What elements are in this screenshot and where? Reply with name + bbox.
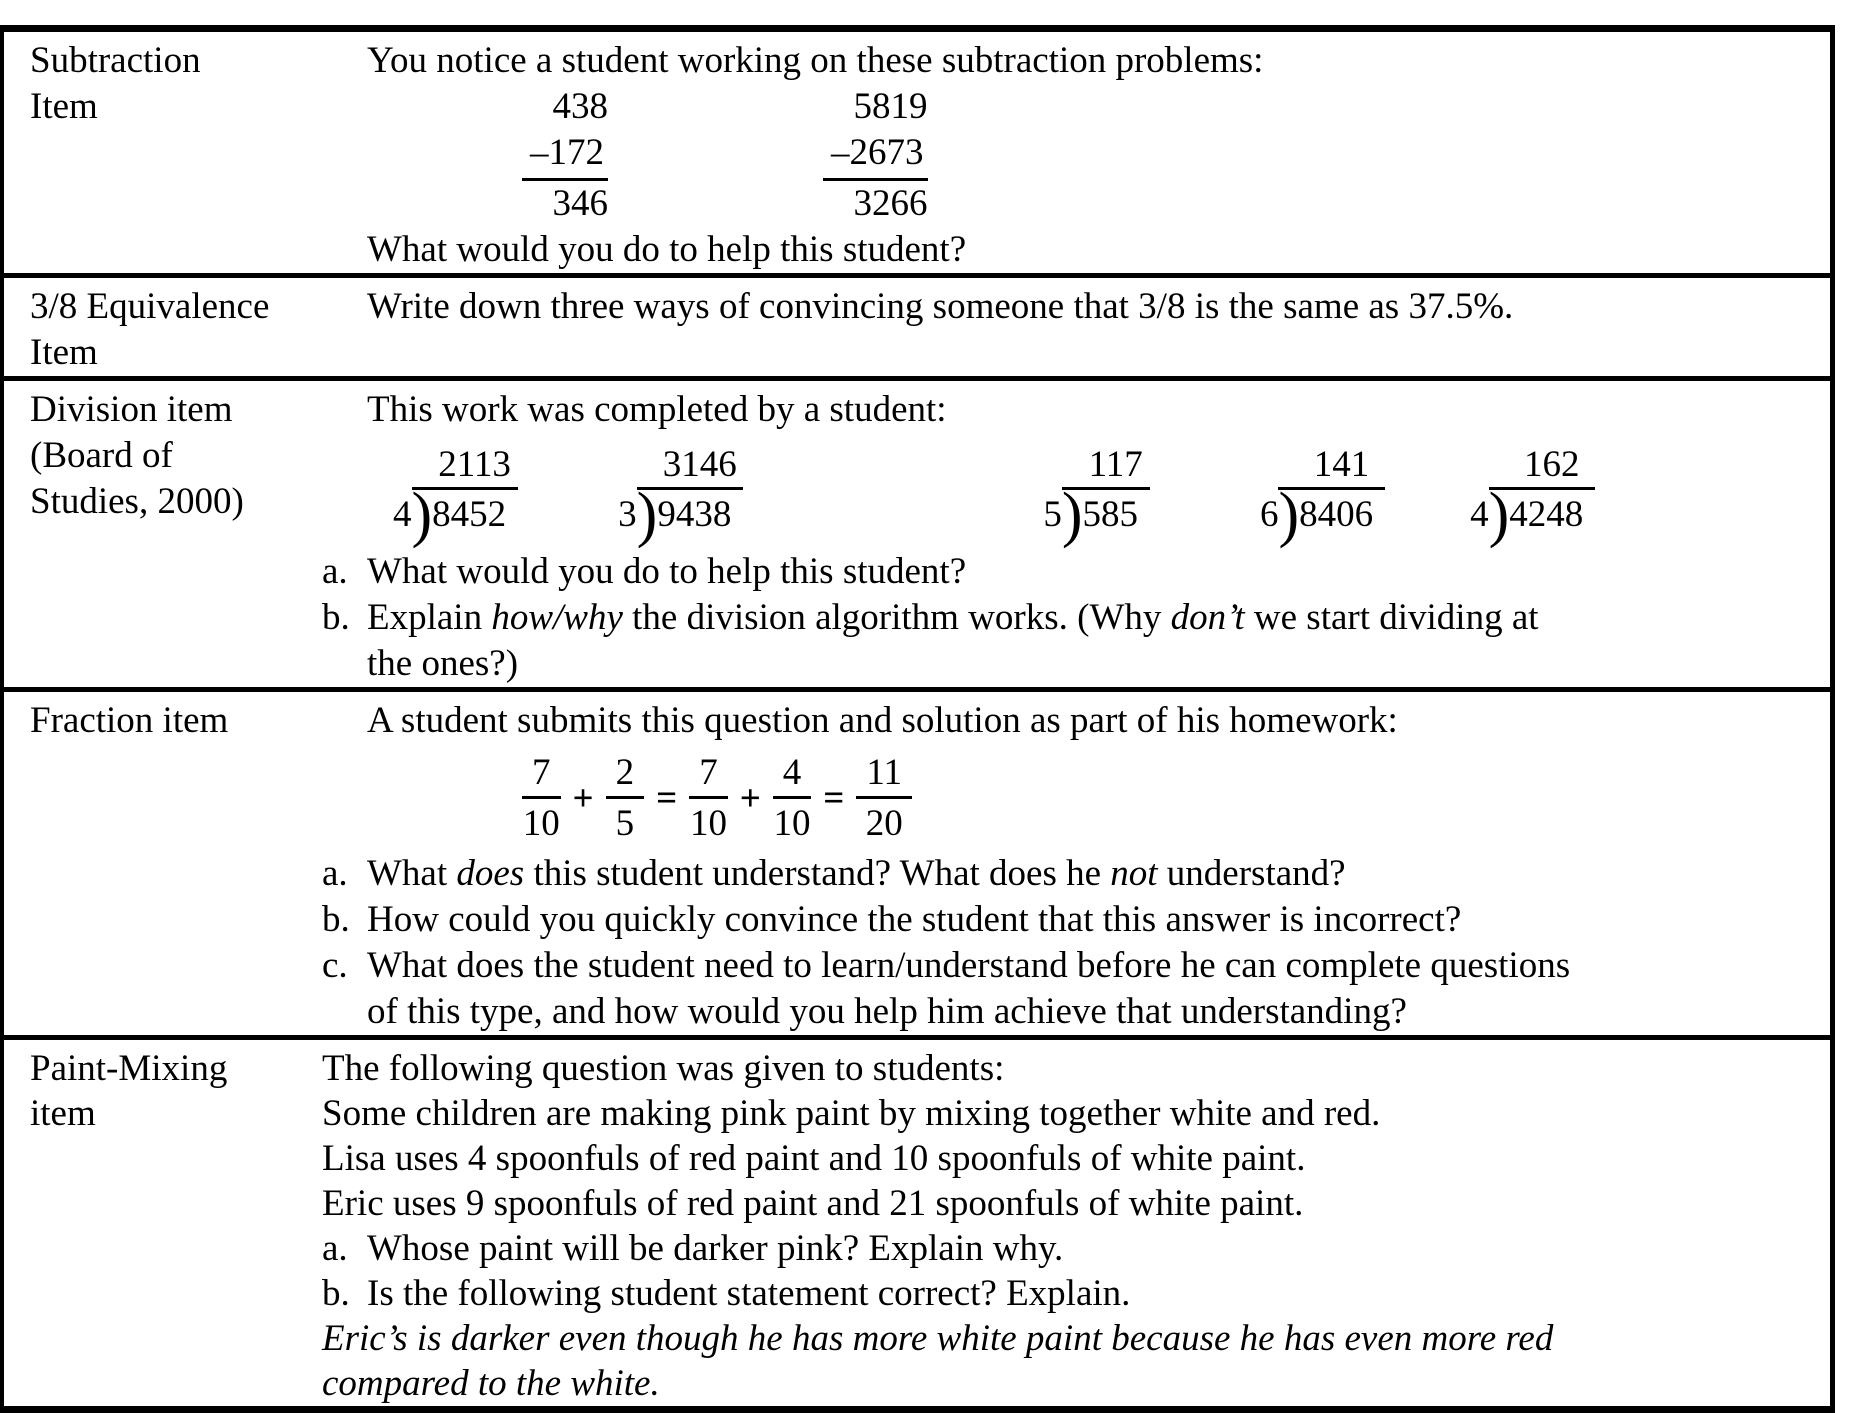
dividend: 8452 xyxy=(432,494,507,535)
divisor: 3 xyxy=(618,494,637,535)
item-label-cell xyxy=(4,692,322,1035)
item-body-text: Some children are making pink paint by mixing together white and red. xyxy=(322,1093,1381,1134)
assessment-items-table xyxy=(0,25,1835,1413)
division-bracket: ) xyxy=(1061,481,1083,549)
question-marker: a. xyxy=(322,551,348,592)
dividend: 9438 xyxy=(657,494,732,535)
item-content-cell xyxy=(322,381,1830,687)
question-text: Explain how/why the division algorithm works. (Why don’t we start dividing at xyxy=(367,597,1539,638)
fraction-numerator: 4 xyxy=(773,750,812,799)
question-text: How could you quickly convince the student that this answer is incorrect? xyxy=(367,899,1462,940)
fraction-numerator: 2 xyxy=(606,750,645,799)
item-label-line: Item xyxy=(30,86,98,127)
question-marker: b. xyxy=(322,1273,350,1314)
question-item-b xyxy=(322,897,1816,943)
question-text: What does this student understand? What does he not understand? xyxy=(367,853,1346,894)
question-item-b xyxy=(322,595,1816,641)
question-text-continuation: the ones?) xyxy=(367,643,519,684)
item-content-cell xyxy=(322,32,1830,273)
fraction xyxy=(689,750,728,847)
long-division-problem xyxy=(1043,443,1150,549)
fraction-denominator: 10 xyxy=(773,803,811,844)
item-outro-text: What would you do to help this student? xyxy=(367,229,967,270)
minuend: 5819 xyxy=(853,86,928,127)
item-intro-text: You notice a student working on these subtraction problems: xyxy=(367,40,1264,81)
quotient: 3146 xyxy=(662,444,737,485)
difference: 3266 xyxy=(853,183,928,224)
item-label-cell xyxy=(4,32,322,273)
student-statement-line: Eric’s is darker even though he has more white paint because he has even more red xyxy=(322,1318,1554,1359)
question-item-c xyxy=(322,943,1816,989)
fraction-equation xyxy=(522,750,912,847)
fraction-denominator: 10 xyxy=(689,803,727,844)
item-text: Write down three ways of convincing someone that 3/8 is the same as 37.5%. xyxy=(367,286,1514,327)
plus-operator: + xyxy=(739,777,761,819)
question-text: Whose paint will be darker pink? Explain why. xyxy=(367,1228,1064,1269)
question-marker: b. xyxy=(322,597,350,638)
item-content-cell xyxy=(322,692,1830,1035)
item-label-line: Subtraction xyxy=(30,40,201,81)
subtraction-problem xyxy=(823,84,928,227)
fraction xyxy=(856,750,912,847)
dividend: 4248 xyxy=(1509,494,1584,535)
question-item-a xyxy=(322,851,1816,897)
item-content-cell xyxy=(322,1040,1830,1406)
fraction xyxy=(773,750,812,847)
long-division-problem xyxy=(393,443,518,549)
question-text-continuation: of this type, and how would you help him achieve that understanding? xyxy=(367,991,1407,1032)
dividend: 585 xyxy=(1082,494,1138,535)
subtrahend: –172 xyxy=(522,130,608,181)
fraction xyxy=(522,750,561,847)
fraction-denominator: 5 xyxy=(615,803,635,844)
divisor: 6 xyxy=(1259,494,1279,535)
item-label-line: Paint-Mixing xyxy=(30,1048,228,1089)
item-label-line: Division item xyxy=(30,389,233,430)
item-content-cell xyxy=(322,278,1830,376)
long-division-problems xyxy=(393,443,1816,549)
subtraction-problems xyxy=(522,84,1816,227)
fraction-denominator: 20 xyxy=(865,803,903,844)
quotient: 162 xyxy=(1523,444,1580,485)
quotient: 141 xyxy=(1313,444,1370,485)
divisor: 4 xyxy=(1470,494,1489,535)
long-division-problem xyxy=(1470,443,1595,549)
long-division-problem xyxy=(618,443,743,549)
question-marker: c. xyxy=(322,945,348,986)
question-marker: b. xyxy=(322,899,350,940)
fraction-numerator: 11 xyxy=(856,750,912,799)
division-bracket: ) xyxy=(411,481,433,549)
fraction-numerator: 7 xyxy=(522,750,561,799)
item-label-cell xyxy=(4,278,322,376)
question-item-a xyxy=(322,549,1816,595)
table-row-division-item xyxy=(4,381,1830,692)
division-bracket: ) xyxy=(1278,481,1300,549)
item-intro-text: A student submits this question and solution as part of his homework: xyxy=(367,700,1398,741)
minuend: 438 xyxy=(552,86,608,127)
question-marker: a. xyxy=(322,1228,348,1269)
item-label-cell xyxy=(4,381,322,687)
question-text: What does the student need to learn/understand before he can complete questions xyxy=(367,945,1571,986)
student-statement-line: compared to the white. xyxy=(322,1363,660,1404)
plus-operator: + xyxy=(572,777,594,819)
subtrahend: –2673 xyxy=(823,130,928,181)
item-label-line: Fraction item xyxy=(30,700,229,741)
item-label-line: 3/8 Equivalence xyxy=(30,286,270,327)
question-text: Is the following student statement correct? Explain. xyxy=(367,1273,1131,1314)
fraction xyxy=(606,750,645,847)
fraction-numerator: 7 xyxy=(689,750,728,799)
division-bracket: ) xyxy=(636,481,658,549)
question-item-a xyxy=(322,1226,1816,1271)
quotient: 2113 xyxy=(438,444,511,485)
item-label-line: Item xyxy=(30,332,98,373)
table-row-paint-mixing-item xyxy=(4,1040,1830,1406)
table-row-subtraction-item xyxy=(4,32,1830,278)
item-intro-text: The following question was given to students: xyxy=(322,1048,1005,1089)
question-marker: a. xyxy=(322,853,348,894)
item-body-text: Eric uses 9 spoonfuls of red paint and 21 spoonfuls of white paint. xyxy=(322,1183,1304,1224)
item-intro-text: This work was completed by a student: xyxy=(367,389,947,430)
subtraction-problem xyxy=(522,84,608,227)
divisor: 4 xyxy=(393,494,412,535)
table-row-equivalence-item xyxy=(4,278,1830,381)
table-row-fraction-item xyxy=(4,692,1830,1040)
item-body-text: Lisa uses 4 spoonfuls of red paint and 10 spoonfuls of white paint. xyxy=(322,1138,1306,1179)
item-label-line: item xyxy=(30,1093,96,1134)
divisor: 5 xyxy=(1043,494,1062,535)
difference: 346 xyxy=(552,183,608,224)
equals-operator: = xyxy=(823,777,845,819)
item-label-cell xyxy=(4,1040,322,1406)
question-text: What would you do to help this student? xyxy=(367,551,967,592)
quotient: 117 xyxy=(1088,444,1143,485)
division-bracket: ) xyxy=(1488,481,1510,549)
item-label-line: Studies, 2000) xyxy=(30,481,244,522)
item-label-line: (Board of xyxy=(30,435,173,476)
long-division-problem xyxy=(1259,443,1385,549)
fraction-denominator: 10 xyxy=(522,803,560,844)
dividend: 8406 xyxy=(1299,494,1374,535)
question-item-b xyxy=(322,1271,1816,1316)
equals-operator: = xyxy=(656,777,678,819)
